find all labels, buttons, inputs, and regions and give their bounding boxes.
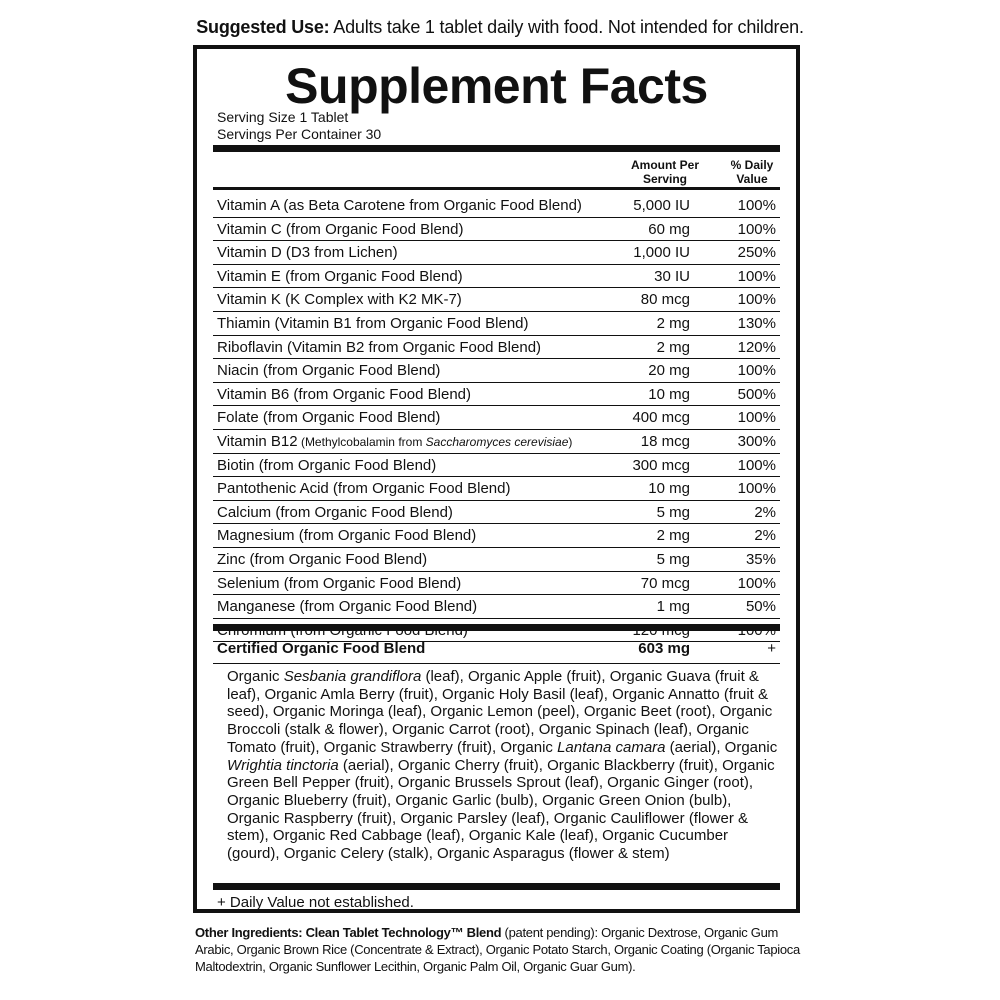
nutrient-daily-value: 100%	[737, 220, 776, 238]
nutrient-daily-value: 100%	[737, 480, 776, 498]
table-row	[213, 336, 780, 360]
nutrient-name: Vitamin C (from Organic Food Blend)	[217, 220, 464, 238]
nutrient-amount: 10 mg	[648, 385, 690, 403]
nutrient-daily-value: 100%	[737, 409, 776, 427]
table-row	[213, 312, 780, 336]
nutrient-amount: 80 mcg	[640, 291, 690, 309]
suggested-use-text: Adults take 1 tablet daily with food. Not intended for children.	[329, 17, 804, 37]
nutrient-name: Vitamin K (K Complex with K2 MK-7)	[217, 291, 462, 309]
other-ingredients	[195, 924, 805, 975]
nutrient-daily-value: 100%	[737, 291, 776, 309]
nutrient-amount: 70 mcg	[640, 574, 690, 592]
nutrient-daily-value: 100%	[737, 456, 776, 474]
column-header-amount	[617, 158, 713, 186]
nutrient-amount: 5 mg	[656, 550, 690, 568]
divider-thick	[213, 624, 780, 631]
nutrient-amount: 5 mg	[656, 503, 690, 521]
other-ingredients-label: Other Ingredients: Clean Tablet Technology™ Blend	[195, 925, 502, 940]
blend-ingredients: Organic Sesbania grandiflora (leaf), Organic Apple (fruit), Organic Guava (fruit & leaf), Organic Amla Berry (fruit), Organic Holy Basil (leaf), Organic Annatto (fruit & seed), Organic Moringa (leaf), Organic Lemon (peel), Organic Beet (root), Organic Broccoli (stalk & flower), Organic Carrot (root), Organic Spinach (leaf), Organic Tomato (fruit), Organic Strawberry (fruit), Organic Lantana camara (aerial), Organic Wrightia tinctoria (aerial), Organic Cherry (fruit), Organic Blackberry (fruit), Organic Green Bell Pepper (fruit), Organic Brussels Sprout (leaf), Organic Ginger (root), Organic Blueberry (fruit), Organic Garlic (bulb), Organic Green Onion (bulb), Organic Raspberry (fruit), Organic Parsley (leaf), Organic Cauliflower (flower & stem), Organic Red Cabbage (leaf), Organic Kale (leaf), Organic Cucumber (gourd), Organic Celery (stalk), Organic Asparagus (flower & stem)	[227, 668, 778, 863]
nutrient-name: Niacin (from Organic Food Blend)	[217, 362, 441, 380]
table-row	[213, 524, 780, 548]
nutrient-daily-value: 2%	[754, 527, 776, 545]
divider-thick	[213, 145, 780, 152]
nutrient-amount: 18 mcg	[640, 432, 690, 450]
blend-daily-value: +	[767, 640, 776, 657]
nutrient-name: Vitamin E (from Organic Food Blend)	[217, 267, 463, 285]
table-row	[213, 383, 780, 407]
nutrient-daily-value: 500%	[737, 385, 776, 403]
nutrient-amount: 1,000 IU	[633, 244, 690, 262]
nutrient-daily-value: 100%	[737, 197, 776, 214]
nutrient-name: Vitamin A (as Beta Carotene from Organic Food Blend)	[217, 197, 582, 214]
table-row	[213, 359, 780, 383]
nutrient-daily-value: 120%	[737, 338, 776, 356]
nutrient-daily-value: 250%	[737, 244, 776, 262]
nutrient-amount: 60 mg	[648, 220, 690, 238]
nutrient-daily-value: 130%	[737, 314, 776, 332]
nutrient-daily-value: 300%	[737, 432, 776, 450]
nutrient-amount: 2 mg	[656, 527, 690, 545]
nutrient-name: Riboflavin (Vitamin B2 from Organic Food Blend)	[217, 338, 542, 356]
nutrient-name: Thiamin (Vitamin B1 from Organic Food Blend)	[217, 314, 529, 332]
panel-title: Supplement Facts	[285, 58, 708, 114]
column-header-amount-line1: Amount Per	[630, 158, 699, 172]
nutrient-amount: 30 IU	[654, 267, 690, 285]
nutrient-name: Vitamin B6 (from Organic Food Blend)	[217, 385, 471, 403]
nutrient-amount: 5,000 IU	[633, 197, 690, 214]
table-row	[213, 218, 780, 242]
nutrient-daily-value: 50%	[745, 598, 776, 616]
table-row	[213, 595, 780, 619]
table-row	[213, 406, 780, 430]
footnote: + Daily Value not established.	[217, 894, 414, 911]
table-row	[213, 194, 780, 218]
column-header-dv-line2: Value	[736, 172, 768, 186]
table-row	[213, 454, 780, 478]
divider-medium	[213, 187, 780, 190]
nutrient-name: Selenium (from Organic Food Blend)	[217, 574, 462, 592]
nutrient-daily-value: 35%	[745, 550, 776, 568]
nutrient-amount: 1 mg	[656, 598, 690, 616]
serving-size: Serving Size 1 Tablet	[217, 109, 349, 125]
nutrient-amount: 20 mg	[648, 362, 690, 380]
blend-row	[213, 633, 780, 664]
nutrient-amount: 10 mg	[648, 480, 690, 498]
blend-amount: 603 mg	[638, 640, 690, 657]
nutrient-table	[213, 194, 780, 642]
blend-name: Certified Organic Food Blend	[217, 640, 426, 657]
table-row	[213, 430, 780, 454]
table-row	[213, 288, 780, 312]
nutrient-name: Magnesium (from Organic Food Blend)	[217, 527, 477, 545]
nutrient-name: Biotin (from Organic Food Blend)	[217, 456, 437, 474]
column-header-dv-line1: % Daily	[730, 158, 774, 172]
nutrient-amount: 2 mg	[656, 338, 690, 356]
table-row	[213, 477, 780, 501]
divider-thick	[213, 883, 780, 890]
nutrient-daily-value: 100%	[737, 574, 776, 592]
servings-per-container: Servings Per Container 30	[217, 126, 382, 142]
column-header-amount-line2: Serving	[642, 172, 687, 186]
supplement-facts-panel	[193, 45, 800, 913]
nutrient-name: Folate (from Organic Food Blend)	[217, 409, 441, 427]
other-ingredients-text: (patent pending): Organic Dextrose, Organic Gum Arabic, Organic Brown Rice (Concentrate & Extract), Organic Potato Starch, Organic Coating (Organic Tapioca Maltodextrin, Organic Sunflower Lecithin, Organic Palm Oil, Organic Guar Gum).	[195, 925, 800, 974]
nutrient-name: Calcium (from Organic Food Blend)	[217, 503, 453, 521]
nutrient-name: Vitamin B12 (Methylcobalamin from Saccharomyces cerevisiae)	[217, 432, 573, 450]
suggested-use-label: Suggested Use:	[196, 17, 330, 37]
nutrient-daily-value: 100%	[737, 362, 776, 380]
column-header-daily-value	[717, 158, 787, 186]
nutrient-name: Manganese (from Organic Food Blend)	[217, 598, 478, 616]
nutrient-amount: 400 mcg	[632, 409, 690, 427]
nutrient-name: Vitamin D (D3 from Lichen)	[217, 244, 398, 262]
table-row	[213, 265, 780, 289]
table-row	[213, 501, 780, 525]
table-row	[213, 241, 780, 265]
table-row	[213, 572, 780, 596]
table-row	[213, 548, 780, 572]
nutrient-name: Pantothenic Acid (from Organic Food Blend)	[217, 480, 511, 498]
nutrient-amount: 2 mg	[656, 314, 690, 332]
suggested-use	[0, 17, 1000, 38]
nutrient-amount: 300 mcg	[632, 456, 690, 474]
nutrient-daily-value: 2%	[754, 503, 776, 521]
nutrient-daily-value: 100%	[737, 267, 776, 285]
nutrient-name: Zinc (from Organic Food Blend)	[217, 550, 428, 568]
